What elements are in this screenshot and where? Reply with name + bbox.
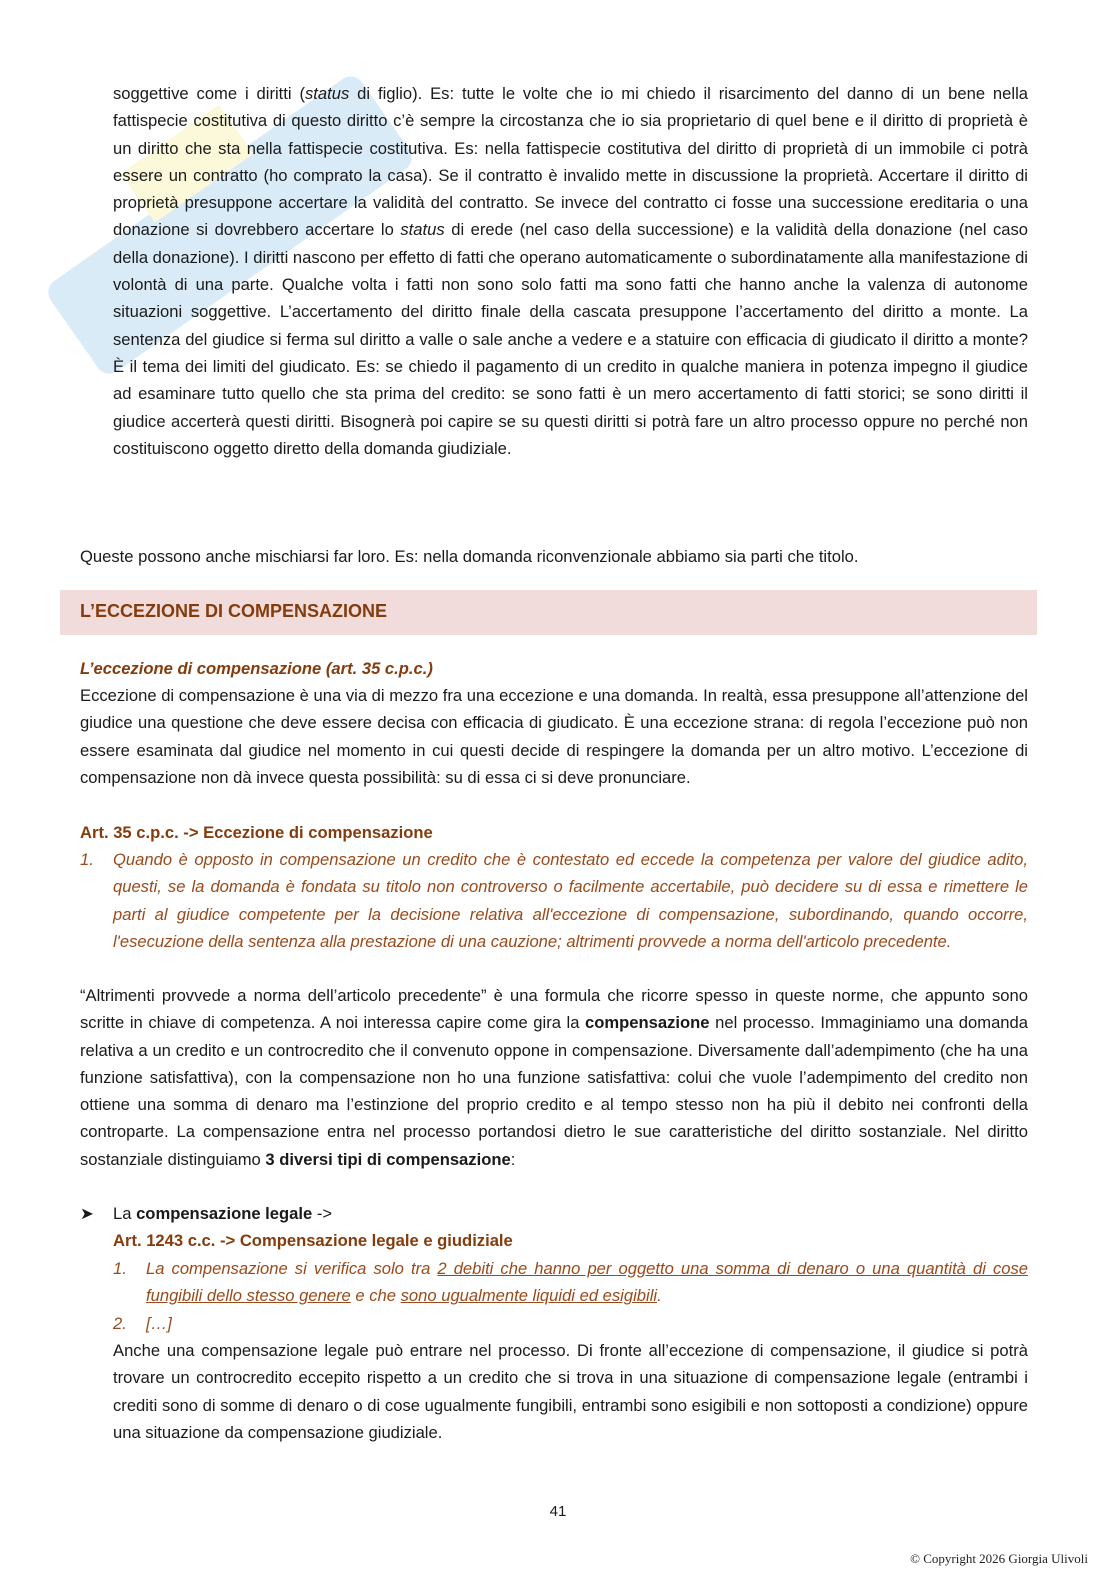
paragraph-mischiarsi: Queste possono anche mischiarsi far loro. Es: nella domanda riconvenzionale abbiamo sia parti che titolo. xyxy=(80,547,859,566)
text: La xyxy=(113,1204,137,1223)
text: -> xyxy=(312,1204,333,1223)
text: nel processo. Immaginiamo una domanda relativa a un credito e un controcredito che il convenuto oppone in compensazione. Diversamente dall’adempimento (che ha una funzione satisfattiva), con la compensazione non ho una funzione satisfattiva: colui che vuole l’adempimento del credito non ottiene una somma di denaro ma l’estinzione del proprio credito e al tempo stesso non ha più il debito nei confronti della controparte. La compensazione entra nel processo portandosi dietro le sue caratteristiche del diritto sostanziale. Nel diritto sostanziale distinguiamo xyxy=(80,1013,1028,1169)
text: soggettive come i diritti ( xyxy=(113,84,305,103)
copyright: © Copyright 2026 Giorgia Ulivoli xyxy=(910,1551,1088,1566)
bold-term: compensazione xyxy=(585,1013,710,1033)
section-header xyxy=(60,590,1037,635)
text: […] xyxy=(146,1314,172,1333)
article-1243-item-1 xyxy=(113,1255,1028,1310)
underlined-text: 2 debiti che hanno per oggetto una somma di denaro o una quantità di cose fungibili dello stesso genere xyxy=(146,1259,1028,1306)
text: di erede (nel caso della successione) e la validità della donazione (nel caso della donazione). I diritti nascono per effetto di fatti che operano automaticamente o subordinatamente alla manifestazione di volontà di una parte. Qualche volta i fatti non sono solo fatti ma sono fatti che hanno anche la valenza di autonome situazioni soggettive. L’accertamento del diritto finale della cascata presuppone l’accertamento del diritto a monte. La sentenza del giudice si ferma sul diritto a valle o sale anche a vedere e a statuire con efficacia di giudicato il diritto a monte? È il tema dei limiti del giudicato. Es: se chiedo il pagamento di un credito in qualche maniera in potenza impegno il giudice ad esaminare tutto quello che sta prima del credito: se sono fatti è un mero accertamento di fatti storici; se sono diritti il giudice accerterà questi diritti. Bisognerà poi capire se su questi diritti si potrà fare un altro processo oppure no perché non costituiscono oggetto diretto della domanda giudiziale. xyxy=(113,220,1028,458)
page-number: 41 xyxy=(549,1503,567,1520)
italic-term: status xyxy=(305,84,350,103)
article-35-title: Art. 35 c.p.c. -> Eccezione di compensazione xyxy=(80,823,433,842)
list-number: 1. xyxy=(113,1259,127,1278)
paragraph-compensazione-legale: Anche una compensazione legale può entrare nel processo. Di fronte all’eccezione di compensazione, il giudice si potrà trovare un controcredito eccepito rispetto a un credito che si trova in una situazione di compensazione legale (entrambi i crediti sono di somme di denaro o di cose ugualmente fungibili, entrambi sono esigibili e non sottoposti a condizione) oppure una situazione da compensazione giudiziale. xyxy=(113,1341,1028,1442)
arrow-bullet-icon: ➤ xyxy=(80,1204,94,1223)
paragraph-altrimenti xyxy=(80,982,1028,1173)
paragraph-eccezione: Eccezione di compensazione è una via di mezzo fra una eccezione e una domanda. In realtà, essa presuppone all’attenzione del giudice una questione che deve essere decisa con efficacia di giudicato. È una eccezione strana: di regola l’eccezione può non essere esaminata dal giudice nel momento in cui questi decide di respingere la domanda per un altro motivo. L’eccezione di compensazione non dà invece questa possibilità: su di essa ci si deve pronunciare. xyxy=(80,686,1028,787)
article-text: Quando è opposto in compensazione un credito che è contestato ed eccede la competenza per valore del giudice adito, questi, se la domanda è fondata su titolo non controverso o facilmente accertabile, può decidere su di essa e rimettere le parti al giudice competente per la decisione relativa all'eccezione di compensazione, subordinando, quando occorre, l'esecuzione della sentenza alla prestazione di una cauzione; altrimenti provvede a norma dell'articolo precedente. xyxy=(113,850,1028,951)
list-number: 2. xyxy=(113,1314,127,1333)
text: e che xyxy=(350,1286,401,1306)
paragraph-diritti xyxy=(113,80,1028,462)
underlined-text: sono ugualmente liquidi ed esigibili xyxy=(400,1286,658,1306)
text: . xyxy=(657,1286,662,1306)
bold-term: 3 diversi tipi di compensazione xyxy=(265,1149,511,1169)
text: “Altrimenti provvede a norma dell’articolo precedente” è una formula che ricorre spesso in queste norme, che appunto sono scritte in chiave di competenza. A noi interessa capire come gira la xyxy=(80,986,1028,1033)
section-title: L’ECCEZIONE DI COMPENSAZIONE xyxy=(80,601,388,621)
article-1243-title: Art. 1243 c.c. -> Compensazione legale e giudiziale xyxy=(113,1231,513,1250)
article-1243-item-2 xyxy=(113,1310,1028,1337)
text: La compensazione si verifica solo tra xyxy=(146,1259,438,1278)
subheading: L’eccezione di compensazione (art. 35 c.p.c.) xyxy=(80,659,433,678)
text: : xyxy=(510,1149,516,1169)
bullet-compensazione-legale xyxy=(80,1200,1028,1227)
text: di figlio). Es: tutte le volte che io mi chiedo il risarcimento del danno di un bene nella fattispecie costitutiva di questo diritto c’è sempre la circostanza che io sia proprietario di quel bene e il diritto di proprietà è un diritto che sta nella fattispecie costitutiva. Es: nella fattispecie costitutiva del diritto di proprietà di un immobile ci potrà essere un contratto (ho comprato la casa). Se il contratto è invalido mette in discussione la proprietà. Accertare il diritto di proprietà presuppone accertare la validità del contratto. Se invece del contratto ci fosse una successione ereditaria o una donazione si dovrebbero accertare lo xyxy=(113,84,1028,240)
bold-term: compensazione legale xyxy=(136,1204,313,1223)
list-number: 1. xyxy=(80,850,94,869)
article-35-item xyxy=(80,846,1028,955)
italic-term: status xyxy=(400,220,445,240)
